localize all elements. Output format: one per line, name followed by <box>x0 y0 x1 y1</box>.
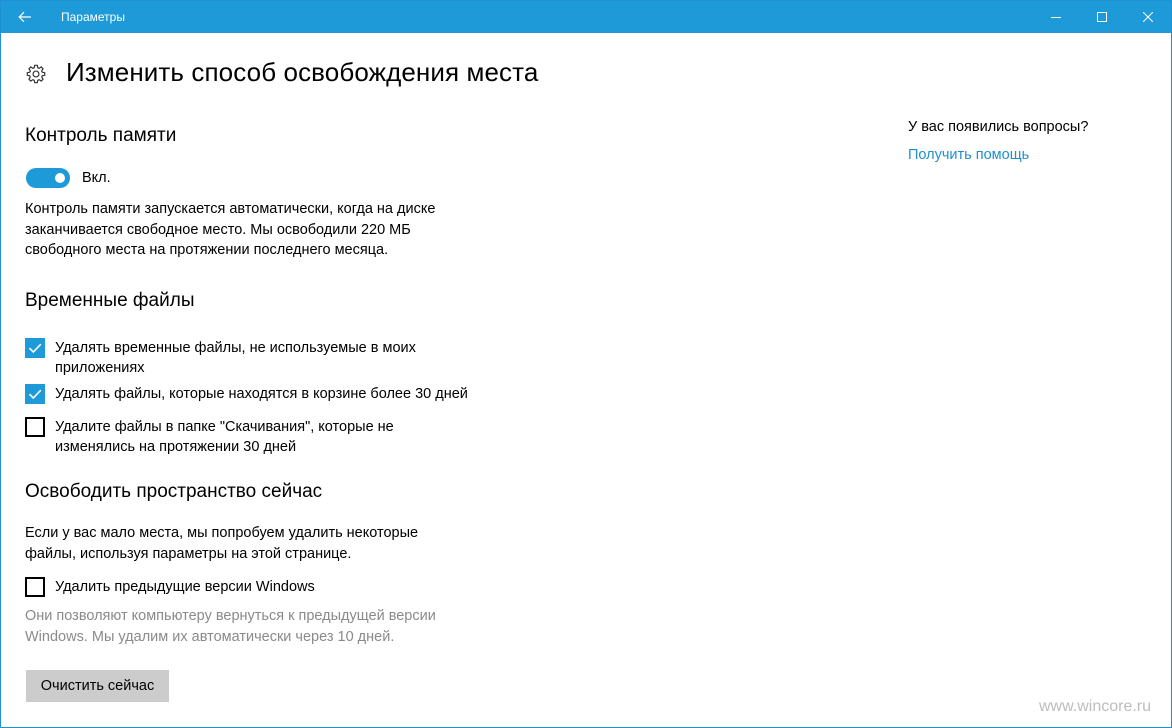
delete-temp-files-label <box>55 338 475 378</box>
maximize-button[interactable] <box>1079 1 1125 33</box>
description-line: Контроль памяти запускается автоматически, когда на диске <box>25 201 436 217</box>
free-now-heading: Освободить пространство сейчас <box>25 481 323 502</box>
clean-now-button[interactable]: Очистить сейчас <box>26 670 169 702</box>
note-line: Windows. Мы удалим их автоматически через 10 дней. <box>25 628 395 645</box>
title-bar <box>1 1 1171 33</box>
storage-sense-description <box>25 199 465 261</box>
close-button[interactable] <box>1125 1 1171 33</box>
description-line: заканчивается свободное место. Мы освободили 220 МБ <box>25 221 411 238</box>
delete-downloads-checkbox[interactable] <box>25 417 45 437</box>
minimize-icon <box>1051 12 1061 22</box>
delete-previous-windows-checkbox[interactable] <box>25 577 45 597</box>
previous-windows-note <box>25 606 465 647</box>
free-now-description <box>25 523 465 564</box>
window-title: Параметры <box>61 10 125 24</box>
maximize-icon <box>1097 12 1107 22</box>
checkmark-icon <box>25 384 45 404</box>
label-line: приложениях <box>55 360 145 376</box>
close-icon <box>1143 12 1153 22</box>
temp-files-heading: Временные файлы <box>25 290 195 311</box>
description-line: свободного места на протяжении последнего месяца. <box>25 242 389 258</box>
minimize-button[interactable] <box>1033 1 1079 33</box>
label-line: Удалять файлы, которые находятся в корзине более 30 дней <box>55 386 468 402</box>
note-line: Они позволяют компьютеру вернуться к предыдущей версии <box>25 608 436 624</box>
label-line: Удалять временные файлы, не используемые в моих <box>55 340 416 356</box>
storage-sense-heading: Контроль памяти <box>25 125 177 146</box>
page-title: Изменить способ освобождения места <box>66 57 539 87</box>
delete-recycle-bin-checkbox[interactable] <box>25 384 45 404</box>
toggle-state-label: Вкл. <box>82 170 111 186</box>
gear-icon <box>25 63 47 85</box>
delete-temp-files-checkbox[interactable] <box>25 338 45 358</box>
description-line: Если у вас мало места, мы попробуем удалить некоторые <box>25 525 419 541</box>
delete-downloads-label <box>55 417 475 457</box>
watermark: www.wincore.ru <box>1039 698 1152 715</box>
checkmark-icon <box>25 338 45 358</box>
label-line: Удалите файлы в папке "Скачивания", которые не <box>55 419 394 435</box>
storage-sense-toggle[interactable] <box>26 168 70 188</box>
help-question: У вас появились вопросы? <box>908 119 1089 135</box>
back-button[interactable] <box>1 1 49 33</box>
back-arrow-icon <box>18 11 32 23</box>
description-line: файлы, используя параметры на этой странице. <box>25 545 352 562</box>
toggle-knob <box>55 173 65 183</box>
delete-previous-windows-label: Удалить предыдущие версии Windows <box>55 579 315 595</box>
label-line: изменялись на протяжении 30 дней <box>55 439 297 455</box>
get-help-link[interactable]: Получить помощь <box>908 147 1030 163</box>
delete-recycle-bin-label <box>55 384 475 404</box>
